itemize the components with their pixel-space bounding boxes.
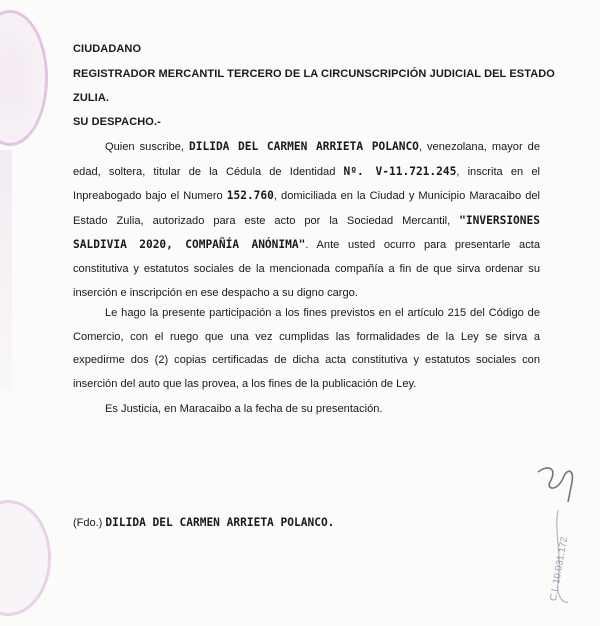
signature-id-note: C.I. 10.031.172 xyxy=(548,536,571,602)
company-name: "INVERSIONES SALDIVIA 2020, COMPAÑÍA ANÓNIMA" xyxy=(73,213,540,252)
stamp-mark-bottom xyxy=(0,500,51,616)
addressee-title: CIUDADANO xyxy=(73,43,142,55)
signature-prefix: (Fdo.) xyxy=(73,517,106,529)
paragraph-participation xyxy=(73,302,540,396)
stamp-mark xyxy=(0,10,48,146)
addressee-state: ZULIA. xyxy=(73,92,110,104)
signature-line xyxy=(73,516,334,529)
cedula-number: Nº. V-11.721.245 xyxy=(343,164,457,178)
p1-text-5: . Ante usted ocurro para presentarle acta constitutiva y estatutos sociales de la mencionada compañía a fin de que sirva ordenar su inserción e inscripción en ese despacho a su digno cargo. xyxy=(73,239,540,299)
p3-text: Es Justicia, en Maracaibo a la fecha de su presentación. xyxy=(105,403,383,415)
paragraph-request xyxy=(73,135,540,305)
p1-text-4: , domiciliada en la Ciudad y Municipio Maracaibo del Estado Zulia, autorizado para este acto por la Sociedad Mercantil, xyxy=(73,190,540,227)
inpreabogado-number: 152.760 xyxy=(226,189,274,203)
applicant-name: DILIDA DEL CARMEN ARRIETA POLANCO xyxy=(189,140,419,153)
signer-name: DILIDA DEL CARMEN ARRIETA POLANCO. xyxy=(105,516,335,529)
paragraph-closing xyxy=(73,398,540,422)
salutation: SU DESPACHO.- xyxy=(73,116,161,128)
p1-text-2: , venezolana, mayor de edad, soltera, titular de la Cédula de Identidad xyxy=(73,141,540,178)
stamp-bleed xyxy=(0,150,12,390)
p2-text: Le hago la presente participación a los fines previstos en el artículo 215 del Código de Comercio, con el ruego que una vez cumplidas las formalidades de la Ley se sirva a expedirme dos (2) copias certificadas de dicha acta constitutiva y estatutos sociales con inserción del auto que las provea, a los fines de la publicación de Ley. xyxy=(73,307,540,390)
addressee-office: REGISTRADOR MERCANTIL TERCERO DE LA CIRCUNSCRIPCIÓN JUDICIAL DEL ESTADO xyxy=(73,68,555,80)
p1-text-3: , inscrita en el Inpreabogado bajo el Numero xyxy=(73,165,540,203)
p1-text-1: Quien suscribe, xyxy=(105,141,189,153)
